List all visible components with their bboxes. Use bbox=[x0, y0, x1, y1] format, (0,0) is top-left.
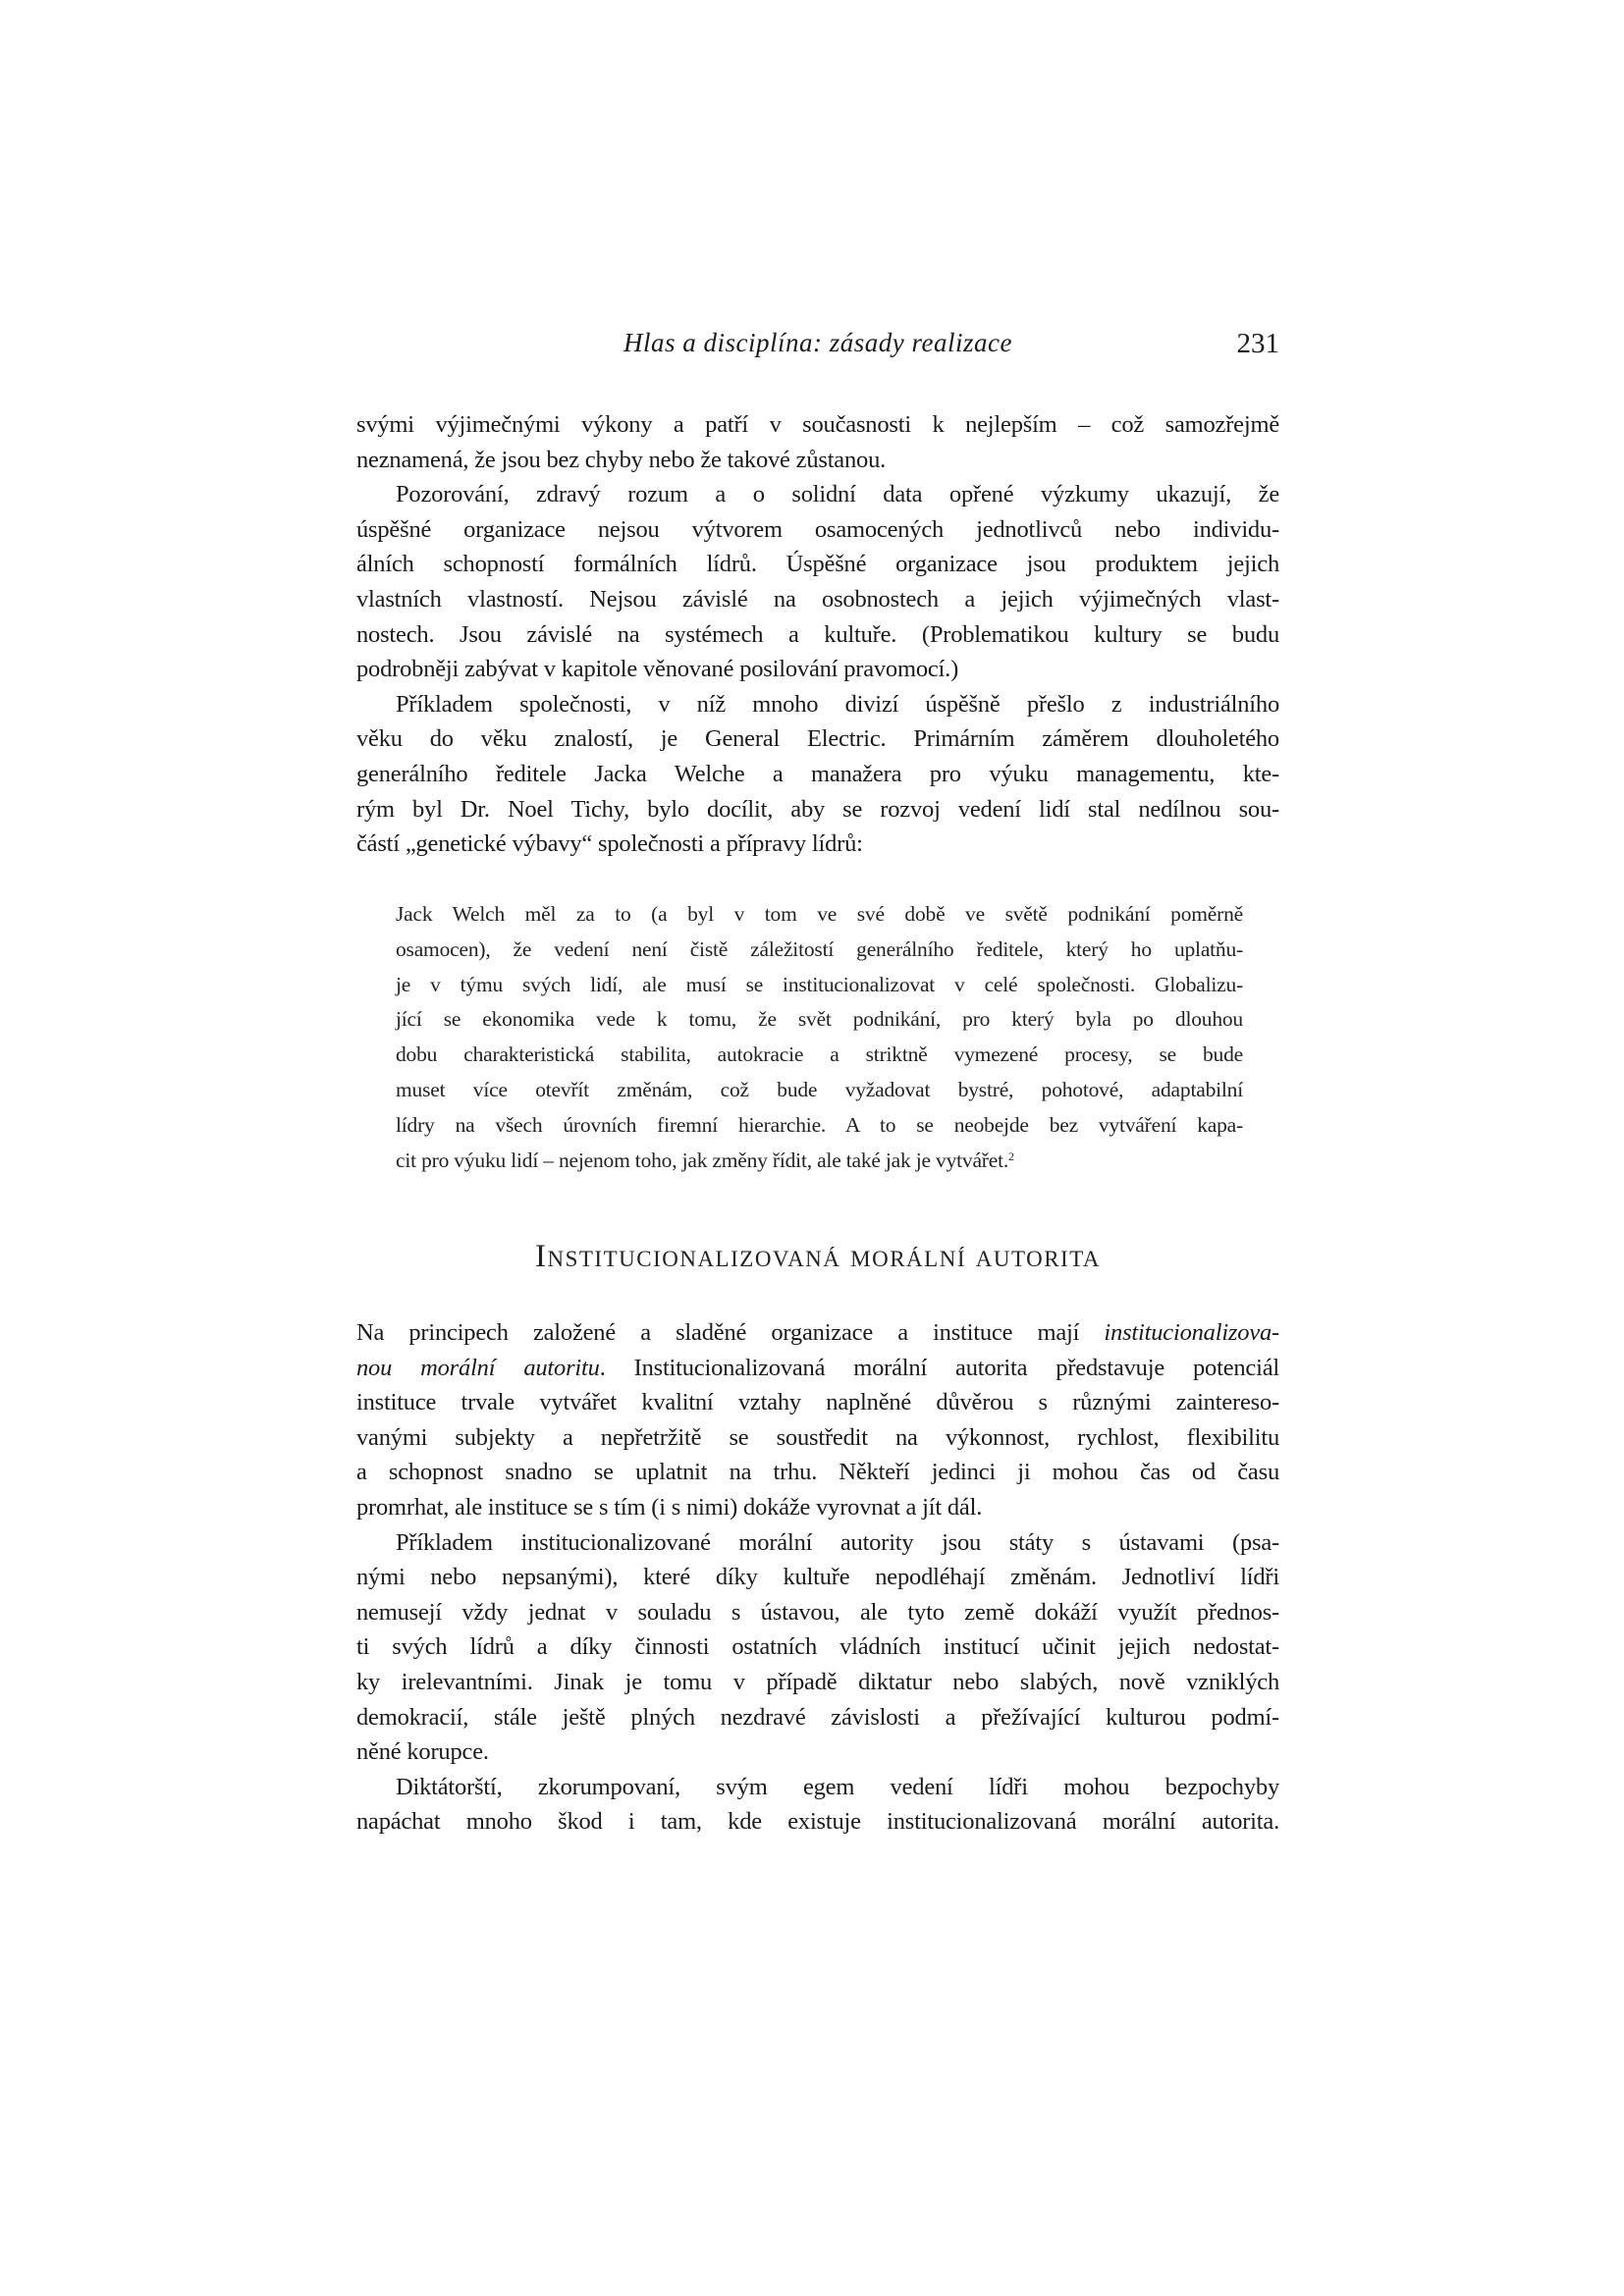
text-line bbox=[356, 1490, 1279, 1525]
text-line bbox=[396, 1073, 1243, 1108]
text-segment: álních schopností formálních lídrů. Úspěšné organizace jsou produktem jejich bbox=[356, 551, 1279, 578]
text-segment: Příkladem institucionalizované morální autority jsou státy s ústavami (psa- bbox=[396, 1528, 1279, 1556]
text-line bbox=[356, 1700, 1279, 1735]
text-segment: nemusejí vždy jednat v souladu s ústavou, ale tyto země dokáží využít přednos- bbox=[356, 1598, 1279, 1626]
text-line bbox=[356, 652, 1279, 687]
text-line bbox=[356, 1455, 1279, 1490]
text-line bbox=[356, 1629, 1279, 1665]
text-line bbox=[356, 547, 1279, 582]
text-segment: osamocen), že vedení není čistě záležitostí generálního ředitele, který ho uplatňu- bbox=[396, 936, 1243, 961]
running-title: Hlas a disciplína: zásady realizace bbox=[623, 328, 1012, 357]
text-segment: svými výjimečnými výkony a patří v současnosti k nejlepším – což samozřejmě bbox=[356, 411, 1279, 438]
text-line bbox=[356, 407, 1279, 443]
text-segment: vlastních vlastností. Nejsou závislé na osobnostech a jejich výjimečných vlast- bbox=[356, 585, 1279, 613]
text-segment: věku do věku znalostí, je General Electric. Primárním záměrem dlouholetého bbox=[356, 725, 1279, 753]
text-line bbox=[356, 1560, 1279, 1595]
body-text-block-2 bbox=[356, 1315, 1279, 1840]
text-line bbox=[356, 582, 1279, 617]
text-line bbox=[396, 1038, 1243, 1073]
block-quote bbox=[396, 897, 1243, 1178]
body-text-block-1 bbox=[356, 407, 1279, 862]
text-segment: neznamená, že jsou bez chyby nebo že takové zůstanou. bbox=[356, 446, 887, 473]
page-number: 231 bbox=[1236, 328, 1279, 359]
text-line bbox=[396, 1144, 1243, 1179]
text-segment: nostech. Jsou závislé na systémech a kultuře. (Problematikou kultury se budu bbox=[356, 620, 1279, 648]
text-line bbox=[356, 1525, 1279, 1561]
text-line bbox=[396, 933, 1243, 968]
text-segment: něné korupce. bbox=[356, 1738, 489, 1766]
text-segment: cit pro výuku lidí – nejenom toho, jak změny řídit, ale také jak je vytvářet. bbox=[396, 1148, 1009, 1172]
text-line bbox=[356, 721, 1279, 757]
text-line bbox=[356, 792, 1279, 828]
text-line bbox=[356, 477, 1279, 512]
text-segment: Pozorování, zdravý rozum a o solidní data opřené výzkumy ukazují, že bbox=[396, 481, 1279, 508]
text-segment: generálního ředitele Jacka Welche a manažera pro výuku managementu, kte- bbox=[356, 760, 1279, 787]
text-line bbox=[356, 1595, 1279, 1630]
text-line bbox=[356, 1735, 1279, 1770]
text-segment: ky irelevantními. Jinak je tomu v případě diktatur nebo slabých, nově vzniklých bbox=[356, 1668, 1279, 1695]
text-segment: částí „genetické výbavy“ společnosti a přípravy lídrů: bbox=[356, 830, 863, 858]
text-line bbox=[356, 443, 1279, 478]
text-segment: instituce trvale vytvářet kvalitní vztahy naplněné důvěrou s různými zaintereso- bbox=[356, 1389, 1279, 1416]
text-segment: Jack Welch měl za to (a byl v tom ve své době ve světě podnikání poměrně bbox=[396, 902, 1243, 926]
text-line bbox=[356, 1770, 1279, 1805]
text-line bbox=[356, 1385, 1279, 1420]
running-header bbox=[356, 328, 1279, 363]
text-line bbox=[356, 1315, 1279, 1351]
text-line bbox=[396, 968, 1243, 1003]
text-line bbox=[356, 1351, 1279, 1386]
text-segment: nými nebo nepsanými), které díky kultuře nepodléhají změnám. Jednotliví lídři bbox=[356, 1564, 1279, 1591]
text-line bbox=[356, 757, 1279, 792]
text-segment: promrhat, ale instituce se s tím (i s nimi) dokáže vyrovnat a jít dál. bbox=[356, 1493, 983, 1521]
text-segment: Na principech založené a sladěné organizace a instituce mají bbox=[356, 1319, 1105, 1346]
text-line bbox=[356, 512, 1279, 548]
text-segment: jící se ekonomika vede k tomu, že svět podnikání, pro který byla po dlouhou bbox=[396, 1007, 1243, 1032]
italic-text: institucionalizova- bbox=[1104, 1319, 1279, 1346]
text-segment: demokracií, stále ještě plných nezdravé závislosti a přežívající kulturou podmí- bbox=[356, 1703, 1279, 1731]
text-line bbox=[356, 687, 1279, 722]
text-line bbox=[396, 1002, 1243, 1038]
text-segment: vanými subjekty a nepřetržitě se soustředit na výkonnost, rychlost, flexibilitu bbox=[356, 1423, 1279, 1451]
text-segment: napáchat mnoho škod i tam, kde existuje institucionalizovaná morální autorita. bbox=[356, 1808, 1279, 1836]
text-line bbox=[356, 617, 1279, 653]
text-segment: podrobněji zabývat v kapitole věnované posilování pravomocí.) bbox=[356, 656, 959, 683]
text-segment: rým byl Dr. Noel Tichy, bylo docílit, aby se rozvoj vedení lidí stal nedílnou sou- bbox=[356, 795, 1279, 823]
footnote-ref[interactable]: 2 bbox=[1008, 1148, 1014, 1163]
text-line bbox=[356, 827, 1279, 862]
italic-text: nou morální autoritu bbox=[356, 1354, 600, 1381]
text-segment: Příkladem společnosti, v níž mnoho divizí úspěšně přešlo z industriálního bbox=[396, 690, 1279, 718]
text-segment: Diktátorští, zkorumpovaní, svým egem vedení lídři mohou bezpochyby bbox=[396, 1773, 1279, 1800]
text-line bbox=[396, 1108, 1243, 1144]
text-line bbox=[356, 1420, 1279, 1456]
text-segment: a schopnost snadno se uplatnit na trhu. Někteří jedinci ji mohou čas od času bbox=[356, 1459, 1279, 1486]
text-line bbox=[356, 1665, 1279, 1700]
text-segment: lídry na všech úrovních firemní hierarchie. A to se neobejde bez vytváření kapa- bbox=[396, 1112, 1243, 1137]
text-line bbox=[396, 897, 1243, 933]
text-segment: . Institucionalizovaná morální autorita představuje potenciál bbox=[599, 1354, 1279, 1381]
section-heading: Institucionalizovaná morální autorita bbox=[534, 1239, 1102, 1274]
text-segment: je v týmu svých lidí, ale musí se institucionalizovat v celé společnosti. Globalizu- bbox=[396, 972, 1243, 996]
text-segment: úspěšné organizace nejsou výtvorem osamocených jednotlivců nebo individu- bbox=[356, 515, 1279, 543]
text-segment: dobu charakteristická stabilita, autokracie a striktně vymezené procesy, se bude bbox=[396, 1042, 1243, 1067]
text-segment: muset více otevřít změnám, což bude vyžadovat bystré, pohotové, adaptabilní bbox=[396, 1077, 1243, 1101]
text-line bbox=[356, 1804, 1279, 1840]
text-segment: ti svých lídrů a díky činnosti ostatních vládních institucí učinit jejich nedostat- bbox=[356, 1633, 1279, 1661]
